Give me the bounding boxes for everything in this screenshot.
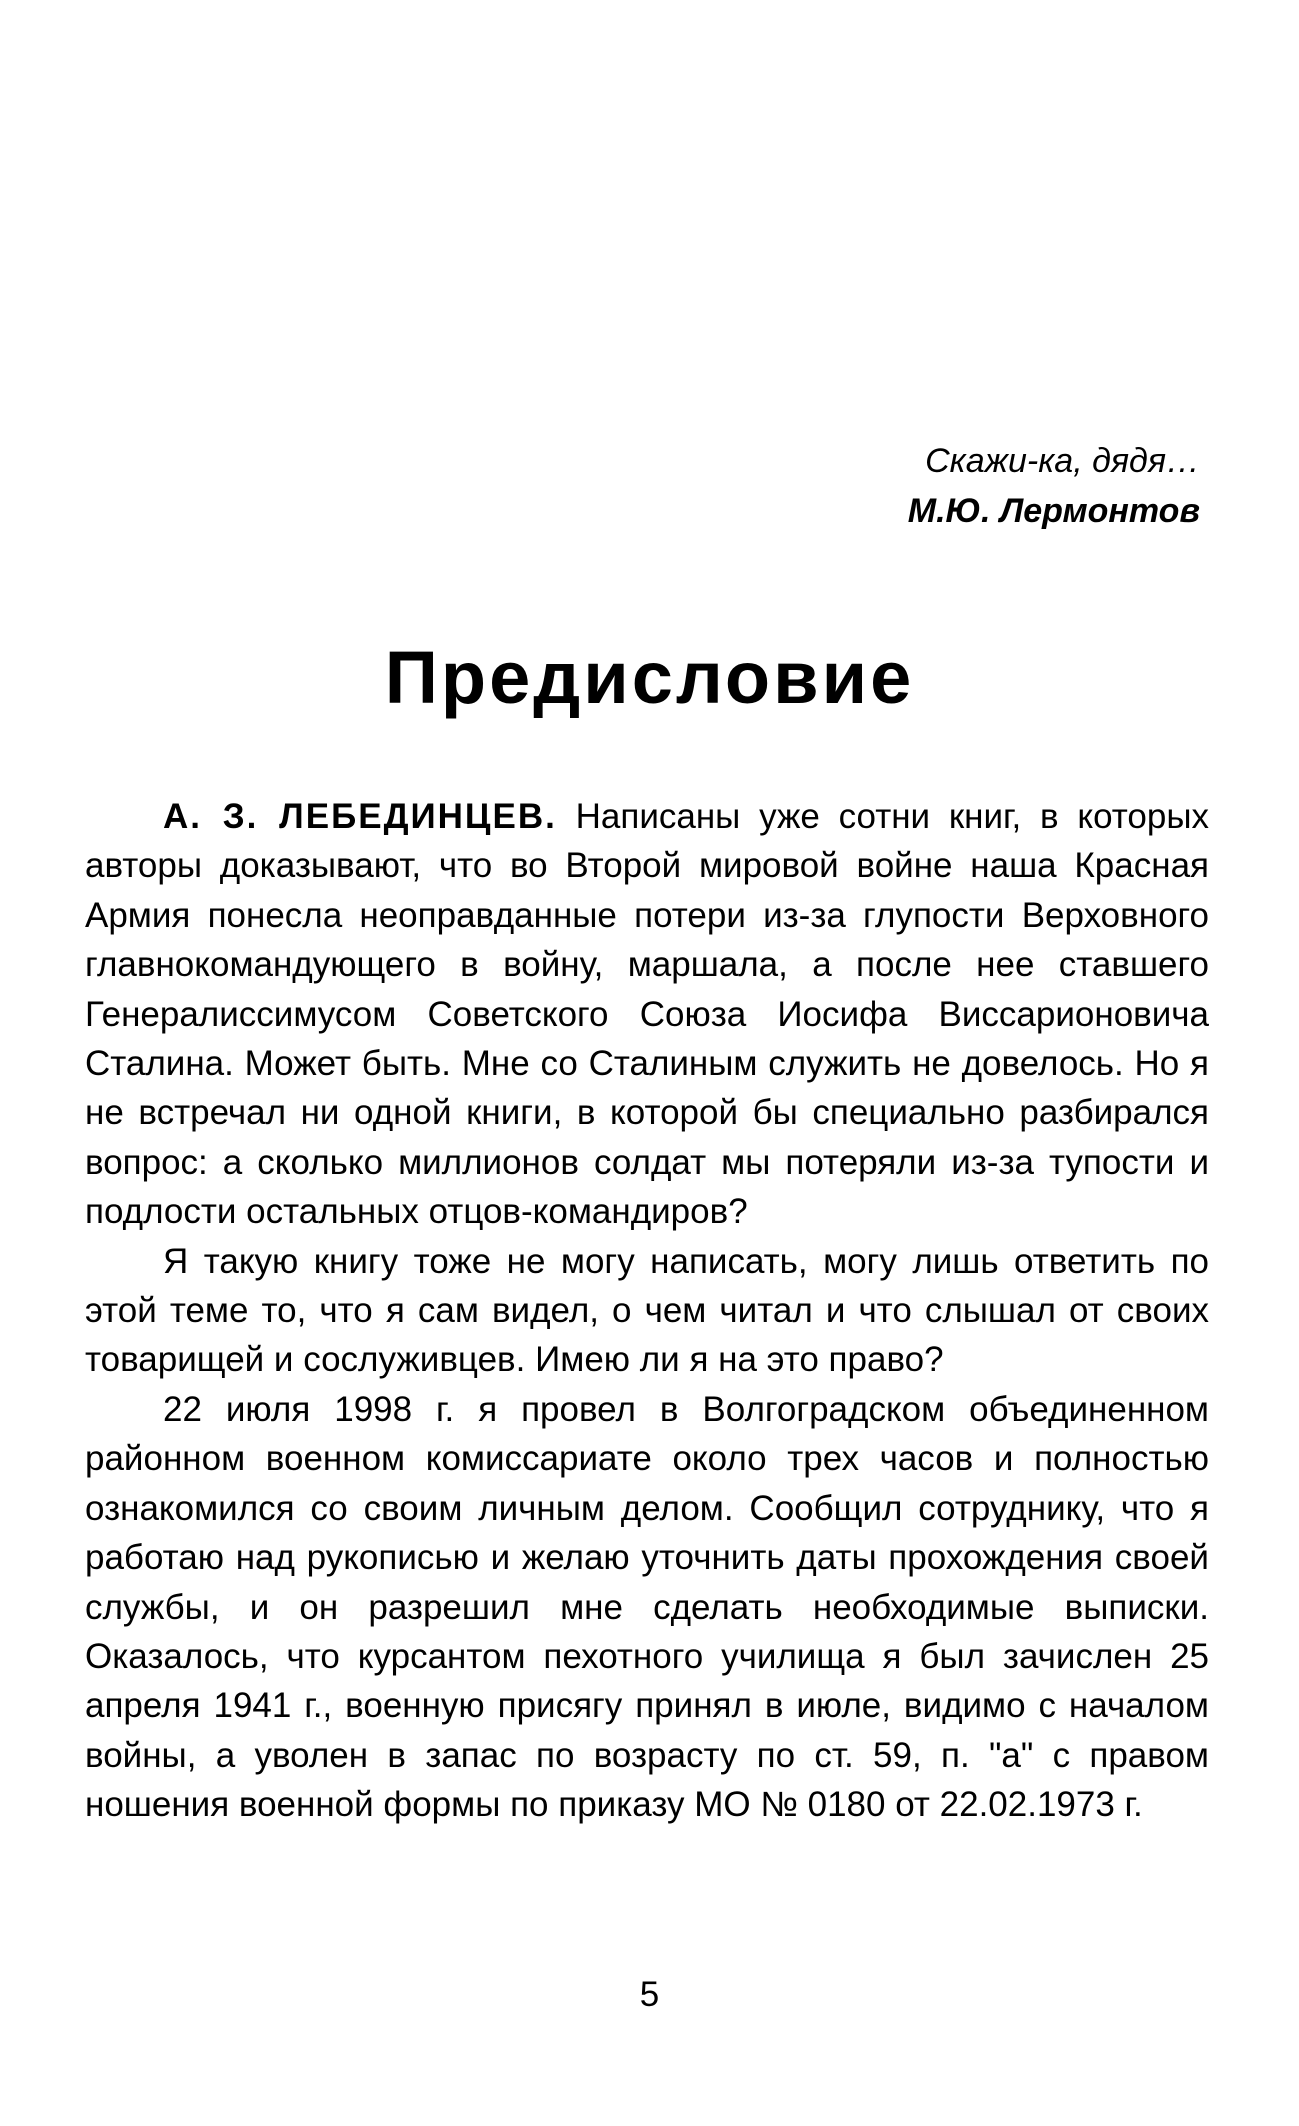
chapter-title: Предисловие	[384, 636, 915, 719]
paragraph-text: Я такую книгу тоже не могу написать, могу лишь ответить по этой теме то, что я сам видел, о чем читал и что слышал от своих товарищей и сослуживцев. Имею ли я на это право?	[85, 1241, 1209, 1380]
speaker-name: А. З. ЛЕБЕДИНЦЕВ.	[163, 797, 557, 836]
page-number: 5	[639, 1975, 660, 2014]
epigraph	[908, 436, 1200, 536]
body-text	[85, 792, 1209, 1830]
paragraph	[85, 1237, 1209, 1385]
paragraph-text: 22 июля 1998 г. я провел в Волгоградском объединенном районном военном комиссариате около трех часов и полностью ознакомился со своим личным делом. Сообщил сотруднику, что я работаю над рукописью и желаю уточнить даты прохождения своей службы, и он разрешил мне сделать необходимые выписки. Оказалось, что курсантом пехотного училища я был зачислен 25 апреля 1941 г., военную присягу принял в июле, видимо с началом войны, а уволен в запас по возрасту по ст. 59, п. "а" с правом ношения военной формы по приказу МО № 0180 от 22.02.1973 г.	[85, 1389, 1209, 1825]
paragraph-text: Написаны уже сотни книг, в которых авторы доказывают, что во Второй мировой войне наша Красная Армия понесла неоправданные потери из-за глупости Верховного главнокомандующего в войну, маршала, а после нее ставшего Генералиссимусом Советского Союза Иосифа Виссарионовича Сталина. Может быть. Мне со Сталиным служить не довелось. Но я не встречал ни одной книги, в которой бы специально разбирался вопрос: а сколько миллионов солдат мы потеряли из-за тупости и подлости остальных отцов-командиров?	[85, 797, 1210, 1232]
paragraph	[85, 792, 1209, 1237]
paragraph	[85, 1385, 1209, 1830]
epigraph-author: М.Ю. Лермонтов	[907, 492, 1200, 530]
epigraph-quote: Скажи-ка, дядя…	[925, 442, 1200, 480]
